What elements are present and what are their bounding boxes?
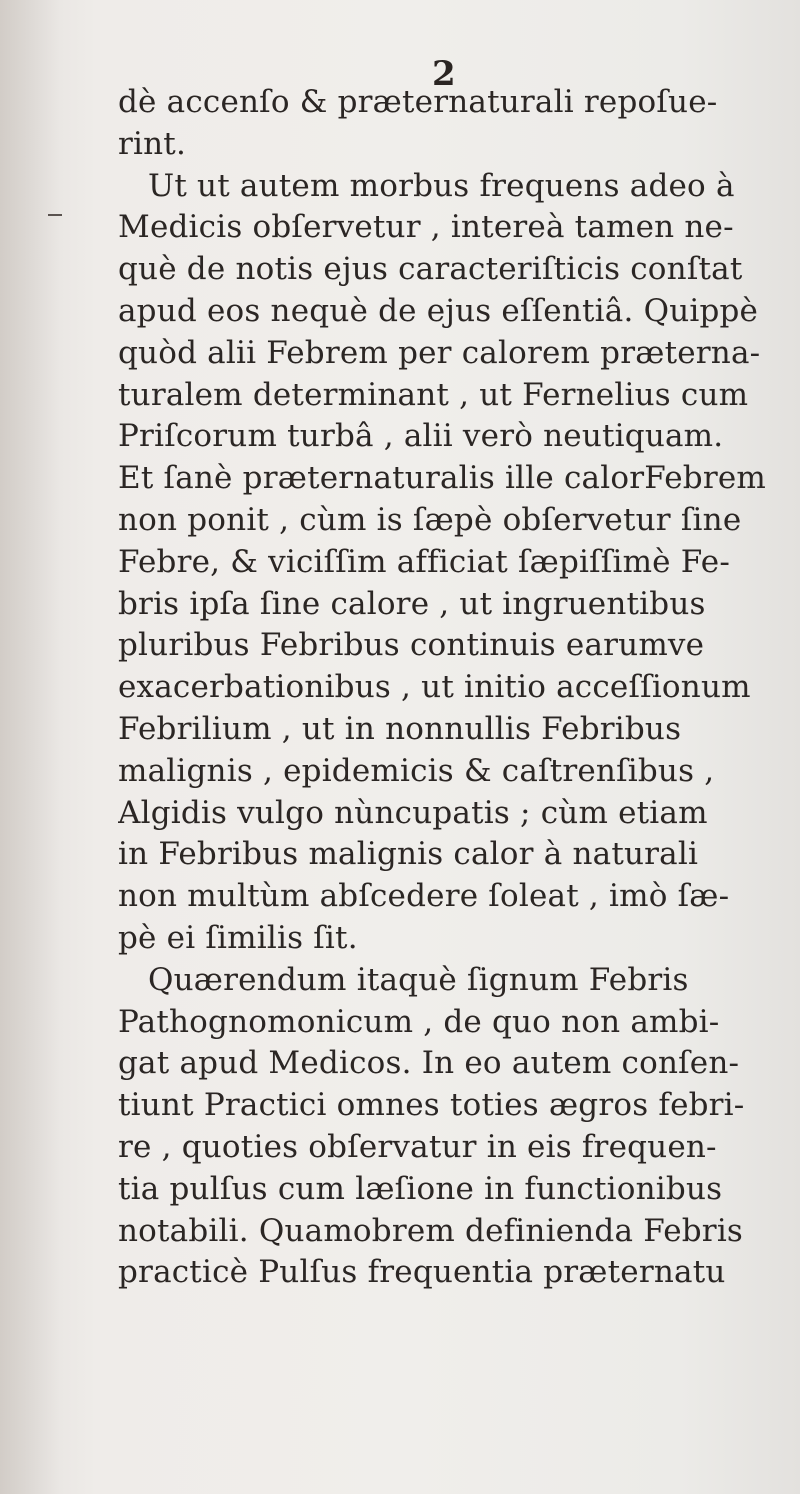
text-line: malignis , epidemicis & caſtrenſibus , <box>118 752 715 789</box>
text-line: Medicis obſervetur , intereà tamen ne- <box>118 209 734 246</box>
text-line: Priſcorum turbâ , alii verò neutiquam. <box>118 418 724 455</box>
text-line: bris ipſa ſine calore , ut ingruentibus <box>118 585 706 622</box>
body-text <box>118 82 768 1294</box>
text-line: dè accenſo & præternaturali repoſue- <box>118 84 718 120</box>
text-line: practicè Pulſus frequentia præternatu <box>118 1254 726 1291</box>
text-line: quòd alii Febrem per calorem præterna- <box>118 334 761 371</box>
text-line: pluribus Febribus continuis earumve <box>118 627 705 664</box>
text-line: Pathognomonicum , de quo non ambi- <box>118 1003 720 1040</box>
text-line: turalem determinant , ut Fernelius cum <box>118 376 749 413</box>
text-line: pè ei ſimilis ſit. <box>118 919 358 956</box>
margin-mark <box>48 214 62 216</box>
text-line: Et ſanè præternaturalis ille calorFebrem <box>118 460 766 497</box>
text-line: non multùm abſcedere ſoleat , imò ſæ- <box>118 878 730 915</box>
text-line: Febrilium , ut in nonnullis Febribus <box>118 710 682 747</box>
text-line: Algidis vulgo nùncupatis ; cùm etiam <box>118 794 708 831</box>
text-line: non ponit , cùm is ſæpè obſervetur ſine <box>118 501 742 538</box>
text-line: tia pulſus cum læſione in functionibus <box>118 1170 723 1207</box>
text-line: Ut ut autem morbus frequens adeo à <box>148 167 735 204</box>
text-line: gat apud Medicos. In eo autem conſen- <box>118 1045 740 1082</box>
text-line: tiunt Practici omnes toties ægros febri- <box>118 1087 745 1124</box>
text-line: notabili. Quamobrem definienda Febris <box>118 1212 744 1249</box>
text-line: exacerbationibus , ut initio acceſſionum <box>118 669 751 706</box>
text-line: apud eos nequè de ejus eſſentiâ. Quippè <box>118 292 759 329</box>
page-signature-mark: 2 <box>432 54 456 94</box>
text-line: què de notis ejus caracteriſticis conſtat <box>118 251 743 288</box>
binding-shadow <box>0 0 60 1494</box>
text-line: Quærendum itaquè ſignum Febris <box>148 961 689 998</box>
text-line: in Febribus malignis calor à naturali <box>118 836 699 873</box>
text-line: re , quoties obſervatur in eis frequen- <box>118 1128 717 1165</box>
text-line: rint. <box>118 125 187 162</box>
text-line: Febre, & viciſſim afficiat ſæpiſſimè Fe- <box>118 543 731 580</box>
